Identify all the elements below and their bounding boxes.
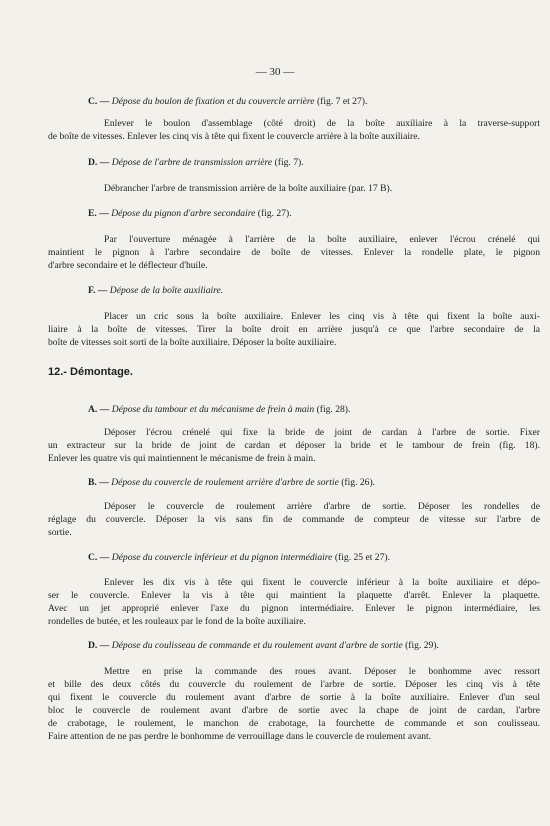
paragraph-line: et bille des deux côtés du couvercle du roulement de l'arbre de sortie. Déposer les cinq vis à tête bbox=[48, 679, 540, 690]
heading-letter: A. — bbox=[88, 404, 110, 415]
heading-title: Dépose du boulon de fixation et du couvercle arrière bbox=[111, 96, 315, 107]
paragraph-line: sortie. bbox=[48, 527, 72, 538]
heading-figure-ref: (fig. 7 et 27). bbox=[316, 96, 368, 107]
heading-letter: F. — bbox=[88, 285, 108, 296]
paragraph-line: maintient le pignon à l'arbre secondaire de boîte de vitesses. Enlever la rondelle plate, le pignon bbox=[48, 247, 540, 258]
heading-letter: D. — bbox=[88, 157, 110, 168]
paragraph-line: bloc le couvercle de roulement avant d'arbre de sortie avec la chape de joint de cardan, l'arbre bbox=[48, 705, 540, 716]
paragraph-line: Mettre en prise la commande des roues avant. Déposer le bonhomme avec ressort bbox=[104, 666, 540, 677]
paragraph-line: de crabotage, le roulement, le manchon de crabotage, la fourchette de commande et son coulisseau. bbox=[48, 718, 540, 729]
paragraph-line: Enlever les quatre vis qui maintiennent le mécanisme de frein à main. bbox=[48, 453, 316, 464]
heading-title: Dépose du couvercle de roulement arrière d'arbre de sortie bbox=[111, 477, 339, 488]
paragraph-line: qui fixent le couvercle du roulement avant d'arbre de sortie à la boîte auxiliaire. Enlever d'un seul bbox=[48, 692, 540, 703]
heading-c-removal-lower-cover bbox=[88, 552, 390, 563]
paragraph-line: Déposer le couvercle de roulement arrière d'arbre de sortie. Déposer les rondelles de bbox=[104, 501, 540, 512]
paragraph-line: Débrancher l'arbre de transmission arrière de la boîte auxiliaire (par. 17 B). bbox=[104, 183, 393, 194]
paragraph-line: boîte de vitesses soit sorti de la boîte auxiliaire. Déposer la boîte auxiliaire. bbox=[48, 337, 337, 348]
paragraph-line: Déposer l'écrou crénelé qui fixe la bride de joint de cardan à l'arbre de sortie. Fixer bbox=[104, 427, 540, 438]
heading-c-removal-bolt-cover bbox=[88, 96, 367, 107]
heading-b-removal-rear-bearing-cover bbox=[88, 477, 375, 488]
paragraph-line: Enlever les dix vis à tête qui fixent le couvercle inférieur à la boîte auxiliaire et dépo- bbox=[104, 577, 540, 588]
heading-letter: B. — bbox=[88, 477, 109, 488]
heading-title: Dépose de la boîte auxiliaire. bbox=[109, 285, 224, 296]
heading-f-removal-transfer-case bbox=[88, 285, 223, 296]
heading-letter: E. — bbox=[88, 208, 109, 219]
paragraph-line: ser le couvercle. Enlever la vis à tête qui maintient la plaquette d'arrêt. Enlever la plaquette. bbox=[48, 590, 540, 601]
heading-figure-ref: (fig. 29). bbox=[405, 640, 439, 651]
paragraph-line: d'arbre secondaire et le déflecteur d'huile. bbox=[48, 260, 208, 271]
heading-title: Dépose du pignon d'arbre secondaire bbox=[111, 208, 256, 219]
paragraph-line: réglage du couvercle. Déposer la vis sans fin de commande de compteur de vitesse sur l'arbre de bbox=[48, 514, 540, 525]
heading-figure-ref: (fig. 25 et 27). bbox=[334, 552, 390, 563]
paragraph-line: Avec un jet approprié enlever l'axe du pignon intermédiaire. Enlever le pignon intermédiaire, les bbox=[48, 603, 540, 614]
paragraph-line: Placer un cric sous la boîte auxiliaire. Enlever les cinq vis à tête qui fixent la boîte auxi- bbox=[104, 311, 540, 322]
heading-figure-ref: (fig. 28). bbox=[316, 404, 351, 415]
paragraph-line: un extracteur sur la bride de joint de cardan et déposer la bride et le tambour de frein (fig. 18). bbox=[48, 440, 540, 451]
heading-d-removal-driveshaft bbox=[88, 157, 304, 168]
heading-d-removal-shift-rail bbox=[88, 640, 439, 651]
heading-a-removal-brake-drum bbox=[88, 404, 350, 415]
heading-e-removal-pinion bbox=[88, 208, 292, 219]
heading-title: Dépose du coulisseau de commande et du roulement avant d'arbre de sortie bbox=[111, 640, 403, 651]
heading-figure-ref: (fig. 27). bbox=[257, 208, 292, 219]
heading-letter: C. — bbox=[88, 96, 110, 107]
paragraph-line: rondelles de butée, et les rouleaux par le fond de la boîte auxiliaire. bbox=[48, 616, 306, 627]
heading-figure-ref: (fig. 26). bbox=[341, 477, 376, 488]
heading-title: Dépose du couvercle inférieur et du pignon intermédiaire bbox=[111, 552, 333, 563]
paragraph-line: Faire attention de ne pas perdre le bonhomme de verrouillage dans le couvercle de roulement avant. bbox=[48, 731, 432, 742]
paragraph-line: Enlever le boulon d'assemblage (côté droit) de la boîte auxiliaire à la traverse-support bbox=[104, 118, 540, 129]
heading-letter: C. — bbox=[88, 552, 110, 563]
heading-figure-ref: (fig. 7). bbox=[274, 157, 304, 168]
heading-letter: D. — bbox=[88, 640, 110, 651]
heading-title: Dépose de l'arbre de transmission arrière bbox=[111, 157, 273, 168]
page-number: — 30 — bbox=[255, 66, 295, 78]
paragraph-line: liaire à la boîte de vitesses. Tirer la boîte droit en arrière jusqu'à ce que l'arbre secondaire de la bbox=[48, 324, 540, 335]
section-title: 12.- Démontage. bbox=[48, 366, 133, 378]
paragraph-line: Par l'ouverture ménagée à l'arrière de la boîte auxiliaire, enlever l'écrou crénelé qui bbox=[104, 234, 540, 245]
heading-title: Dépose du tambour et du mécanisme de frein à main bbox=[111, 404, 315, 415]
paragraph-line: de boîte de vitesses. Enlever les cinq vis à tête qui fixent le couvercle arrière à la boîte auxiliaire. bbox=[48, 131, 420, 142]
